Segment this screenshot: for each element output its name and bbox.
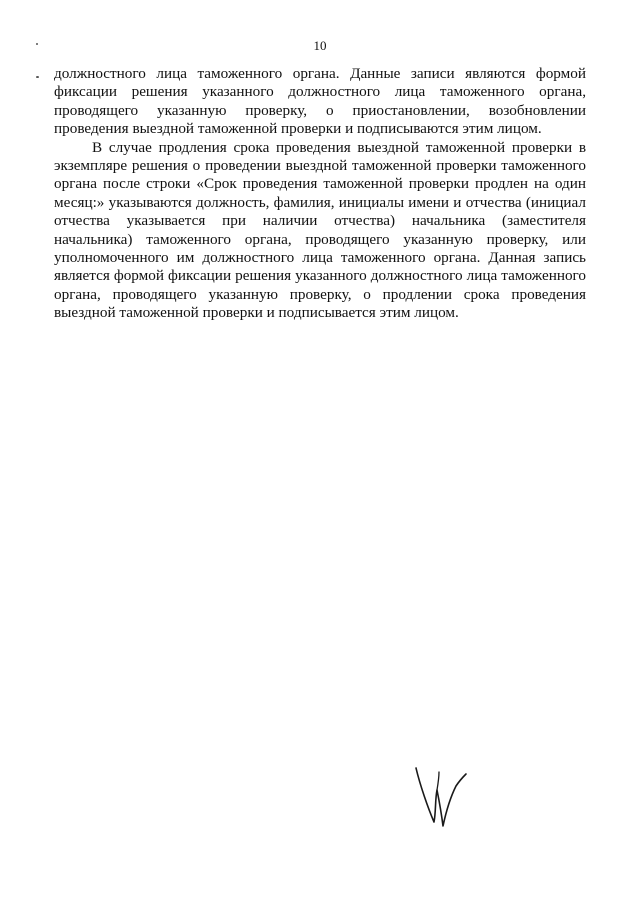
- paragraph-extension: В случае продления срока проведения выездной таможенной проверки в экземпляре решения о проведении выездной таможенной проверки таможенного органа после строки «Срок проведения таможенной проверки продлен на один месяц:» указываются должность, фамилия, инициалы имени и отчества (инициал отчества указывается при наличии отчества) начальника (заместителя начальника) таможенного органа, проводящего указанную проверку, или уполномоченного им должностного лица таможенного органа. Данная запись является формой фиксации решения указанного должностного лица таможенного органа, проводящего указанную проверку, о продлении срока проведения выездной таможенной проверки и подписывается этим лицом.: [54, 138, 586, 322]
- scan-mark: [36, 76, 39, 78]
- page-number: 10: [313, 38, 327, 53]
- document-body: [54, 65, 586, 323]
- scan-mark: [36, 43, 38, 45]
- paragraph-continuation: должностного лица таможенного органа. Данные записи являются формой фиксации решения указанного должностного лица таможенного органа, проводящего указанную проверку, о приостановлении, возобновлении проведения выездной таможенной проверки и подписываются этим лицом.: [54, 65, 586, 138]
- signature-mark: [410, 760, 470, 830]
